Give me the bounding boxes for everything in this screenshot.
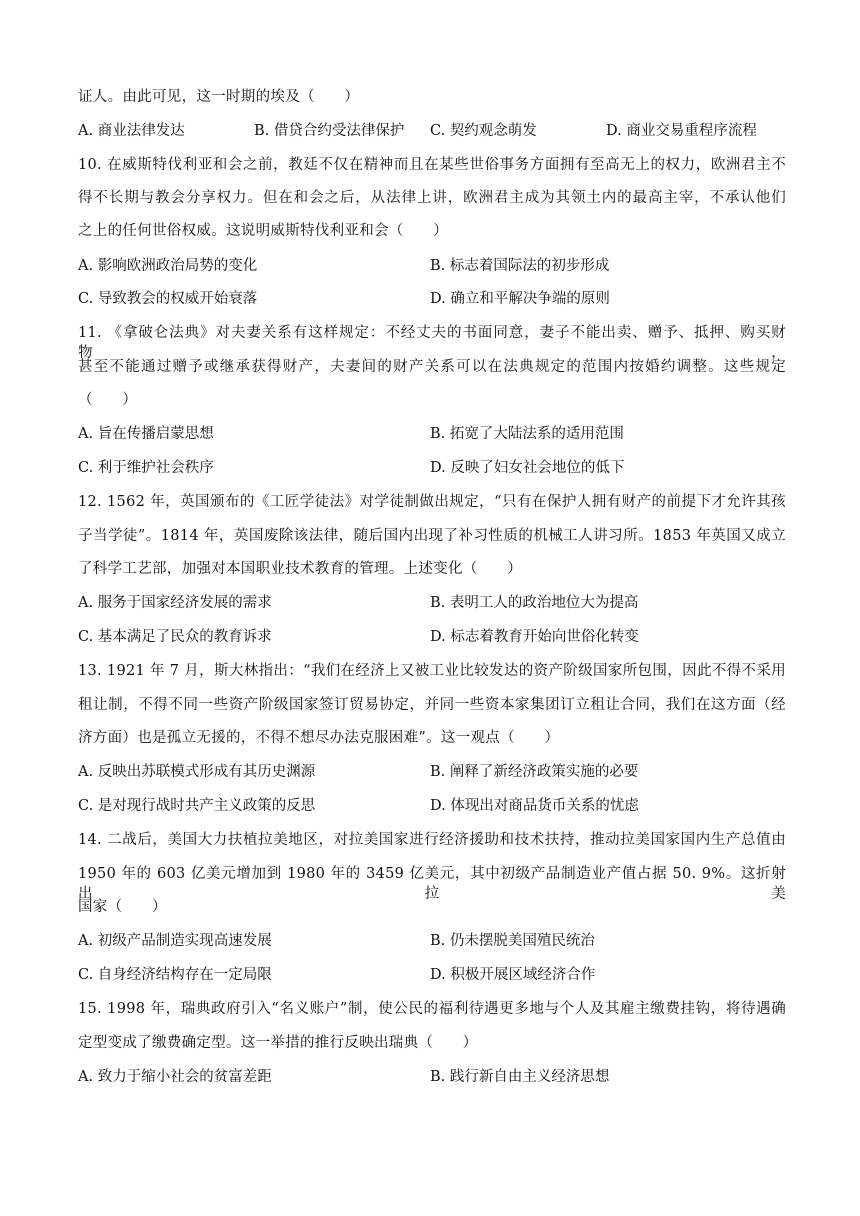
q11-option-b[interactable]: B. 拓宽了大陆法系的适用范围: [430, 426, 624, 442]
q13-option-b[interactable]: B. 阐释了新经济政策实施的必要: [430, 764, 639, 780]
question-15-line-2: 定型变成了缴费确定型。这一举措的推行反映出瑞典（ ）: [78, 1035, 478, 1051]
question-11-line-2: 甚至不能通过赠予或继承获得财产，夫妻间的财产关系可以在法典规定的范围内按婚约调整。这些规定: [78, 359, 786, 375]
q12-option-b[interactable]: B. 表明工人的政治地位大为提高: [430, 595, 639, 611]
q11-option-a[interactable]: A. 旨在传播启蒙思想: [78, 426, 214, 442]
q14-option-a[interactable]: A. 初级产品制造实现高速发展: [78, 933, 272, 949]
question-12-line-3: 了科学工艺部，加强对本国职业技术教育的管理。上述变化（ ）: [78, 561, 522, 577]
question-11-line-1: 11. 《拿破仑法典》对夫妻关系有这样规定：不经丈夫的书面同意，妻子不能出卖、赠予、抵押、购买财物，: [78, 325, 786, 361]
q10-option-a[interactable]: A. 影响欧洲政治局势的变化: [78, 258, 258, 274]
question-14-line-3: 国家（ ）: [78, 899, 167, 915]
question-11-line-3: （ ）: [78, 392, 138, 408]
question-12-line-1: 12. 1562 年，英国颁布的《工匠学徒法》对学徒制做出规定，“只有在保护人拥有财产的前提下才允许其孩: [78, 494, 786, 510]
q14-option-c[interactable]: C. 自身经济结构存在一定局限: [78, 967, 272, 983]
question-10-line-1: 10. 在威斯特伐利亚和会之前，教廷不仅在精神而且在某些世俗事务方面拥有至高无上的权力，欧洲君主不: [78, 157, 786, 173]
q11-option-d[interactable]: D. 反映了妇女社会地位的低下: [430, 460, 625, 476]
question-10-line-3: 之上的任何世俗权威。这说明威斯特伐利亚和会（ ）: [78, 223, 448, 239]
question-12-line-2: 子当学徒”。1814 年，英国废除该法律，随后国内出现了补习性质的机械工人讲习所。1853 年英国又成立: [78, 528, 786, 544]
q9-option-b[interactable]: B. 借贷合约受法律保护: [254, 123, 405, 139]
question-13-line-1: 13. 1921 年 7 月，斯大林指出：“我们在经济上又被工业比较发达的资产阶级国家所包围，因此不得不采用: [78, 663, 786, 679]
q15-option-b[interactable]: B. 践行新自由主义经济思想: [430, 1069, 610, 1085]
q14-option-d[interactable]: D. 积极开展区域经济合作: [430, 967, 596, 983]
q10-option-b[interactable]: B. 标志着国际法的初步形成: [430, 258, 610, 274]
question-14-line-1: 14. 二战后，美国大力扶植拉美地区，对拉美国家进行经济援助和技术扶持，推动拉美国家国内生产总值由: [78, 832, 786, 848]
q13-option-a[interactable]: A. 反映出苏联模式形成有其历史渊源: [78, 764, 316, 780]
question-13-line-2: 租让制，不得不同一些资产阶级国家签订贸易协定，并同一些资本家集团订立租让合同，我们在这方面（经: [78, 697, 786, 713]
q12-option-d[interactable]: D. 标志着教育开始向世俗化转变: [430, 629, 639, 645]
q13-option-d[interactable]: D. 体现出对商品货币关系的忧虑: [430, 798, 639, 814]
q11-option-c[interactable]: C. 利于维护社会秩序: [78, 460, 214, 476]
q10-option-c[interactable]: C. 导致教会的权威开始衰落: [78, 291, 258, 307]
question-9-text: 证人。由此可见，这一时期的埃及（ ）: [78, 89, 360, 105]
question-15-line-1: 15. 1998 年，瑞典政府引入“名义账户”制，使公民的福利待遇更多地与个人及其雇主缴费挂钩，将待遇确: [78, 1001, 786, 1017]
q12-option-c[interactable]: C. 基本满足了民众的教育诉求: [78, 629, 272, 645]
question-13-line-3: 济方面）也是孤立无援的，不得不想尽办法克服困难”。这一观点（ ）: [78, 730, 560, 746]
q9-option-d[interactable]: D. 商业交易重程序流程: [606, 123, 757, 139]
question-10-line-2: 得不长期与教会分享权力。但在和会之后，从法律上讲，欧洲君主成为其领土内的最高主宰，不承认他们: [78, 190, 786, 206]
q9-option-c[interactable]: C. 契约观念萌发: [430, 123, 537, 139]
q15-option-a[interactable]: A. 致力于缩小社会的贫富差距: [78, 1069, 272, 1085]
question-14-line-2: 1950 年的 603 亿美元增加到 1980 年的 3459 亿美元，其中初级产品制造业产值占据 50. 9%。这折射出拉美: [78, 866, 786, 902]
q12-option-a[interactable]: A. 服务于国家经济发展的需求: [78, 595, 272, 611]
q14-option-b[interactable]: B. 仍未摆脱美国殖民统治: [430, 933, 595, 949]
q10-option-d[interactable]: D. 确立和平解决争端的原则: [430, 291, 610, 307]
q13-option-c[interactable]: C. 是对现行战时共产主义政策的反思: [78, 798, 316, 814]
q9-option-a[interactable]: A. 商业法律发达: [78, 123, 185, 139]
